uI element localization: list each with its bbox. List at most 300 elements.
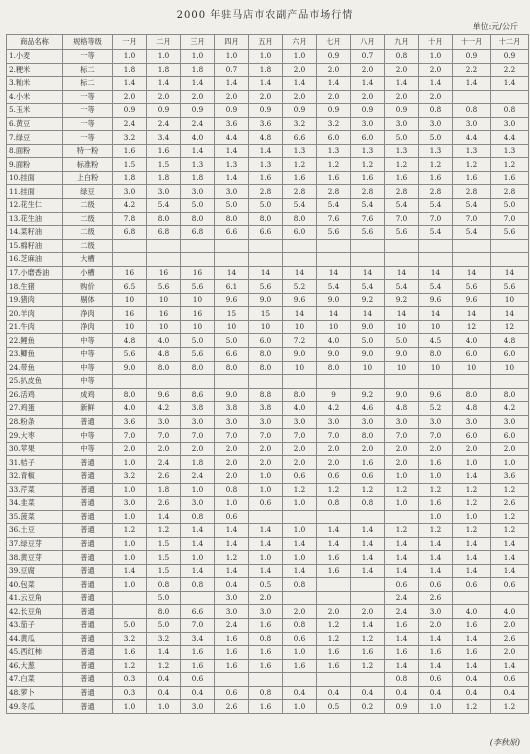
price-cell [317,673,351,687]
price-cell: 2.2 [453,63,491,77]
product-name-cell: 14.菜籽油 [7,226,63,240]
price-cell: 9.2 [385,293,419,307]
price-cell: 2.0 [249,591,283,605]
price-cell: 10 [419,320,453,334]
product-name-cell: 23.鲫鱼 [7,348,63,362]
price-cell: 2.8 [249,185,283,199]
price-cell: 5.6 [249,280,283,294]
product-name-cell: 4.小米 [7,90,63,104]
price-cell: 1.2 [385,483,419,497]
price-cell: 10 [147,320,181,334]
price-cell [283,375,317,389]
price-cell: 5.4 [453,226,491,240]
price-cell: 2.4 [147,117,181,131]
price-cell: 1.6 [249,700,283,714]
price-cell: 0.8 [491,104,529,118]
price-cell: 5.0 [215,334,249,348]
price-cell: 1.0 [181,551,215,565]
price-cell [147,375,181,389]
price-cell: 1.6 [453,618,491,632]
price-cell: 9.0 [113,361,147,375]
price-cell: 1.4 [283,564,317,578]
price-cell: 6.6 [249,226,283,240]
price-cell [317,591,351,605]
grade-cell: 普通 [63,551,113,565]
product-name-cell: 29.大枣 [7,429,63,443]
price-cell: 6.6 [283,131,317,145]
price-cell: 0.6 [283,469,317,483]
price-cell: 0.6 [385,578,419,592]
price-cell [453,239,491,253]
price-cell: 2.0 [181,442,215,456]
price-cell [491,90,529,104]
price-cell: 1.2 [453,524,491,538]
price-cell: 1.0 [147,700,181,714]
price-cell: 1.4 [453,551,491,565]
column-header: 六月 [283,35,317,50]
price-cell: 1.2 [491,524,529,538]
price-cell: 1.0 [113,50,147,64]
price-cell [453,90,491,104]
price-cell: 1.6 [113,144,147,158]
price-cell: 4.0 [181,131,215,145]
price-cell: 1.2 [453,497,491,511]
price-cell: 8.0 [215,212,249,226]
price-cell: 1.4 [491,77,529,91]
price-cell: 2.0 [351,90,385,104]
price-cell: 0.8 [419,104,453,118]
source-credit: (李秋原) [489,738,520,747]
product-name-cell: 41.云豆角 [7,591,63,605]
price-cell: 1.6 [491,171,529,185]
table-row [7,605,529,619]
price-cell: 2.0 [249,442,283,456]
price-cell: 3.0 [453,415,491,429]
table-row [7,199,529,213]
price-cell: 1.0 [453,456,491,470]
grade-cell: 中等 [63,361,113,375]
price-cell: 6.0 [317,131,351,145]
price-cell: 0.8 [317,497,351,511]
price-cell: 0.9 [249,104,283,118]
price-cell: 0.6 [249,497,283,511]
price-cell: 10 [385,320,419,334]
price-cell: 1.8 [113,63,147,77]
price-cell: 1.4 [351,524,385,538]
price-cell: 1.4 [351,537,385,551]
price-cell: 1.2 [317,632,351,646]
price-cell: 0.6 [491,578,529,592]
price-cell: 9.0 [385,388,419,402]
price-cell: 14 [283,266,317,280]
price-cell: 6.6 [215,226,249,240]
price-cell: 0.4 [453,673,491,687]
grade-cell: 一等 [63,104,113,118]
table-row [7,104,529,118]
price-cell: 3.0 [453,117,491,131]
table-row [7,551,529,565]
price-cell: 1.8 [113,171,147,185]
price-cell: 2.6 [491,497,529,511]
price-cell: 0.4 [453,686,491,700]
price-cell: 1.4 [147,510,181,524]
price-cell: 1.6 [351,171,385,185]
column-header: 规格等级 [63,35,113,50]
grade-cell: 二级 [63,199,113,213]
price-cell: 0.4 [147,673,181,687]
price-cell: 5.6 [317,226,351,240]
price-cell [385,239,419,253]
price-cell: 0.4 [351,686,385,700]
product-name-cell: 27.鸡蛋 [7,402,63,416]
price-cell: 1.6 [419,497,453,511]
product-name-cell: 25.扒皮鱼 [7,375,63,389]
price-cell: 1.4 [249,564,283,578]
price-cell: 14 [491,307,529,321]
price-cell: 6.0 [491,429,529,443]
table-row [7,171,529,185]
price-cell: 2.0 [249,456,283,470]
column-header: 五月 [249,35,283,50]
price-cell: 5.4 [351,199,385,213]
price-cell: 3.0 [283,415,317,429]
table-row [7,578,529,592]
price-cell: 10 [351,361,385,375]
product-name-cell: 44.黄瓜 [7,632,63,646]
price-cell: 1.0 [181,50,215,64]
price-cell: 3.4 [181,632,215,646]
price-cell: 16 [181,307,215,321]
price-cell: 1.0 [283,497,317,511]
price-cell: 0.7 [215,63,249,77]
price-cell: 14 [249,266,283,280]
grade-cell: 普通 [63,537,113,551]
price-cell: 1.0 [249,551,283,565]
price-cell: 1.4 [181,144,215,158]
price-cell: 2.6 [147,497,181,511]
price-cell: 14 [317,307,351,321]
price-cell: 3.8 [181,402,215,416]
price-cell: 2.0 [491,646,529,660]
price-cell: 3.0 [419,117,453,131]
product-name-cell: 1.小麦 [7,50,63,64]
price-cell: 1.2 [419,483,453,497]
price-cell [181,253,215,267]
price-cell: 3.0 [181,185,215,199]
product-name-cell: 49.冬瓜 [7,700,63,714]
product-name-cell: 24.带鱼 [7,361,63,375]
price-cell: 4.6 [351,402,385,416]
grade-cell: 一等 [63,131,113,145]
price-cell: 1.0 [283,50,317,64]
price-cell: 1.0 [113,483,147,497]
price-cell [283,510,317,524]
product-name-cell: 11.挂面 [7,185,63,199]
price-cell [491,591,529,605]
price-cell: 7.0 [181,618,215,632]
grade-cell: 普通 [63,510,113,524]
price-cell: 3.8 [249,402,283,416]
price-cell: 5.4 [283,199,317,213]
price-cell: 1.6 [181,646,215,660]
price-cell: 1.3 [283,144,317,158]
price-cell: 0.7 [351,50,385,64]
price-cell: 8.0 [283,212,317,226]
price-cell: 1.4 [249,144,283,158]
price-cell: 1.8 [181,171,215,185]
price-cell: 0.9 [317,50,351,64]
price-cell: 1.0 [249,50,283,64]
grade-cell: 绿豆 [63,185,113,199]
table-row [7,239,529,253]
grade-cell: 小槽 [63,266,113,280]
price-cell: 5.0 [351,334,385,348]
price-cell: 1.6 [385,618,419,632]
price-cell: 0.9 [181,104,215,118]
price-cell: 5.6 [351,226,385,240]
price-cell: 9.2 [351,293,385,307]
table-row [7,212,529,226]
price-cell: 1.4 [491,659,529,673]
price-cell: 9.6 [419,388,453,402]
price-cell: 5.6 [385,226,419,240]
price-cell: 1.4 [215,564,249,578]
price-cell: 14 [351,307,385,321]
price-cell [385,375,419,389]
price-cell: 4.2 [317,402,351,416]
price-cell: 3.0 [419,415,453,429]
price-cell: 2.2 [491,63,529,77]
price-cell: 0.5 [317,700,351,714]
price-cell: 1.0 [283,700,317,714]
price-cell: 8.8 [249,388,283,402]
price-cell: 5.0 [181,334,215,348]
price-cell: 1.0 [215,50,249,64]
price-cell: 1.2 [283,483,317,497]
price-cell: 1.2 [317,483,351,497]
price-cell: 6.6 [181,605,215,619]
table-row [7,388,529,402]
price-cell: 5.4 [317,199,351,213]
price-cell: 8.0 [419,348,453,362]
price-cell: 1.4 [453,537,491,551]
price-cell: 15 [215,307,249,321]
price-cell: 1.3 [215,158,249,172]
grade-cell: 普通 [63,632,113,646]
price-cell: 1.0 [113,578,147,592]
price-cell: 4.2 [147,402,181,416]
price-cell: 8.6 [181,388,215,402]
price-cell: 1.3 [181,158,215,172]
price-cell: 8.0 [317,361,351,375]
price-cell [215,253,249,267]
product-name-cell: 34.韭菜 [7,497,63,511]
price-cell: 16 [147,266,181,280]
price-cell: 2.0 [283,90,317,104]
table-row [7,50,529,64]
price-cell: 7.0 [181,429,215,443]
price-cell: 14 [491,266,529,280]
price-cell: 1.0 [283,551,317,565]
price-cell: 3.2 [147,632,181,646]
price-cell: 1.4 [181,524,215,538]
grade-cell: 特一粉 [63,144,113,158]
grade-cell: 标二 [63,77,113,91]
grade-cell: 二级 [63,239,113,253]
price-cell: 14 [385,266,419,280]
price-cell: 5.6 [491,280,529,294]
page-title: 2000 年驻马店市农副产品市场行情 [176,10,354,21]
price-cell [283,239,317,253]
product-name-cell: 21.牛肉 [7,320,63,334]
price-cell: 2.0 [283,456,317,470]
product-name-cell: 8.面粉 [7,144,63,158]
price-cell: 1.2 [351,483,385,497]
price-cell: 6.0 [491,348,529,362]
product-name-cell: 19.猪肉 [7,293,63,307]
price-cell: 0.6 [419,578,453,592]
price-cell: 9.0 [351,348,385,362]
table-row [7,402,529,416]
price-cell [453,375,491,389]
price-cell [491,239,529,253]
price-cell: 1.4 [147,77,181,91]
price-cell: 2.6 [491,632,529,646]
price-cell [249,673,283,687]
price-cell: 5.4 [419,280,453,294]
price-cell [491,253,529,267]
price-cell: 1.2 [351,158,385,172]
product-name-cell: 32.青椒 [7,469,63,483]
price-cell: 1.4 [453,659,491,673]
price-cell: 0.6 [317,469,351,483]
price-cell [215,673,249,687]
price-cell: 2.8 [385,185,419,199]
price-cell: 1.2 [113,659,147,673]
price-cell: 0.9 [351,104,385,118]
grade-cell: 普通 [63,659,113,673]
price-cell: 5.4 [419,226,453,240]
price-cell: 8.0 [113,388,147,402]
price-cell: 1.6 [249,659,283,673]
grade-cell: 上白粉 [63,171,113,185]
table-row [7,361,529,375]
price-cell: 0.8 [249,686,283,700]
price-cell [249,510,283,524]
price-cell: 5.0 [113,618,147,632]
price-cell: 6.5 [113,280,147,294]
price-cell: 5.0 [385,334,419,348]
table-row [7,375,529,389]
table-row [7,280,529,294]
price-cell: 2.4 [385,591,419,605]
product-name-cell: 15.棉籽油 [7,239,63,253]
price-cell: 2.6 [215,700,249,714]
price-cell: 1.6 [419,456,453,470]
table-row [7,144,529,158]
price-cell: 2.0 [453,442,491,456]
price-cell: 7.8 [113,212,147,226]
column-header: 九月 [385,35,419,50]
price-cell: 1.6 [215,659,249,673]
price-cell: 12 [453,320,491,334]
price-cell: 3.4 [147,131,181,145]
price-cell: 1.6 [317,659,351,673]
price-cell: 7.0 [147,429,181,443]
price-cell: 1.6 [113,646,147,660]
price-cell: 1.0 [385,497,419,511]
price-cell: 0.8 [181,510,215,524]
price-cell: 0.4 [215,578,249,592]
price-cell: 3.0 [351,117,385,131]
product-name-cell: 2.粳米 [7,63,63,77]
table-row [7,564,529,578]
price-cell: 1.0 [113,510,147,524]
price-cell: 2.0 [385,442,419,456]
price-cell: 8.0 [351,429,385,443]
price-cell: 2.0 [317,605,351,619]
price-cell: 0.9 [385,700,419,714]
price-cell: 0.8 [385,50,419,64]
price-cell: 1.6 [351,456,385,470]
grade-cell: 普通 [63,605,113,619]
price-cell [215,375,249,389]
price-cell: 0.4 [491,686,529,700]
price-cell: 0.9 [385,104,419,118]
price-cell: 1.4 [317,77,351,91]
price-cell: 4.8 [385,402,419,416]
price-cell: 2.0 [283,605,317,619]
price-cell: 1.2 [215,551,249,565]
price-cell: 14 [351,266,385,280]
price-cell [351,239,385,253]
price-cell: 7.0 [419,212,453,226]
price-cell: 3.0 [317,415,351,429]
price-cell: 1.4 [147,646,181,660]
price-cell: 1.2 [419,524,453,538]
price-cell [147,239,181,253]
price-cell [113,605,147,619]
price-cell: 2.0 [147,442,181,456]
price-cell: 14 [453,307,491,321]
price-cell: 6.8 [181,226,215,240]
price-cell: 4.0 [113,402,147,416]
grade-cell: 普通 [63,564,113,578]
price-cell: 5.6 [181,280,215,294]
price-cell [453,591,491,605]
table-row [7,117,529,131]
price-cell: 10 [385,361,419,375]
price-cell: 0.9 [215,104,249,118]
price-cell: 16 [181,266,215,280]
price-cell: 9.2 [351,388,385,402]
price-cell: 8.0 [147,361,181,375]
column-header: 商品名称 [7,35,63,50]
price-cell: 1.2 [317,158,351,172]
price-cell: 9.0 [317,348,351,362]
grade-cell: 中等 [63,375,113,389]
grade-cell: 普通 [63,686,113,700]
price-cell: 1.2 [491,158,529,172]
price-cell: 1.2 [385,524,419,538]
price-cell: 10 [491,293,529,307]
price-cell: 14 [317,266,351,280]
table-row [7,185,529,199]
price-cell: 4.8 [453,402,491,416]
price-cell [419,253,453,267]
price-cell: 0.4 [385,686,419,700]
price-cell: 3.6 [249,117,283,131]
